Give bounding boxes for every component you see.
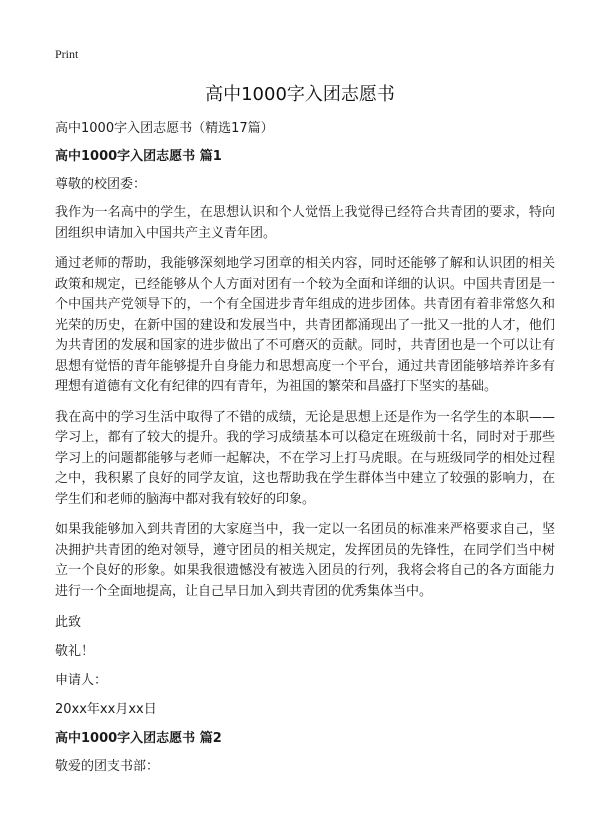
page-title: 高中1000字入团志愿书	[205, 84, 395, 105]
closing-text: 此致	[55, 615, 82, 630]
section-heading-1: 高中1000字入团志愿书 篇1	[55, 149, 222, 164]
salutation: 尊敬的校团委：	[55, 177, 147, 192]
date-text: 20xx年xx月xx日	[55, 702, 157, 717]
regards-text: 敬礼！	[55, 644, 95, 659]
print-label[interactable]: Print	[55, 47, 79, 61]
document-body	[55, 118, 555, 785]
paragraph: 如果我能够加入到共青团的大家庭当中，我一定以一名团员的标准来严格要求自己，坚决拥护共青团的绝对领导，遵守团员的相关规定，发挥团员的先锋性，在同学们当中树立一个良好的形象。如果我很遗憾没有被选入团员的行列，我将会将自己的各方面能力进行一个全面地提高，让自己早日加入到共青团的优秀集体当中。	[55, 522, 555, 599]
paragraph: 我作为一名高中的学生，在思想认识和个人觉悟上我觉得已经符合共青团的要求，特向团组织申请加入中国共产主义青年团。	[55, 205, 555, 241]
applicant-label: 申请人：	[55, 673, 108, 688]
paragraph: 通过老师的帮助，我能够深刻地学习团章的相关内容，同时还能够了解和认识团的相关政策和规定，已经能够从个人方面对团有一个较为全面和详细的认识。中国共青团是一个中国共产党领导下的，一个有全国进步青年组成的进步团体。共青团有着非常悠久和光荣的历史，在新中国的建设和发展当中，共青团都涌现出了一批又一批的人才，他们为共青团的发展和国家的进步做出了不可磨灭的贡献。同时，共青团也是一个可以让有思想有觉悟的青年能够提升自身能力和思想高度一个平台，通过共青团能够培养许多有理想有道德有文化有纪律的四有青年，为祖国的繁荣和昌盛打下坚实的基础。	[55, 256, 555, 394]
salutation: 敬爱的团支书部：	[55, 759, 160, 774]
paragraph: 我在高中的学习生活中取得了不错的成绩，无论是思想上还是作为一名学生的本职——学习上，都有了较大的提升。我的学习成绩基本可以稳定在班级前十名，同时对于那些学习上的问题都能够与老师一起解决，不在学习上打马虎眼。在与班级同学的相处过程之中，我积累了良好的同学友谊，这也帮助我在学生群体当中建立了较强的影响力，在学生们和老师的脑海中都对我有较好的印象。	[55, 409, 555, 507]
section-heading-2: 高中1000字入团志愿书 篇2	[55, 731, 222, 746]
document-subtitle: 高中1000字入团志愿书（精选17篇）	[55, 121, 274, 136]
